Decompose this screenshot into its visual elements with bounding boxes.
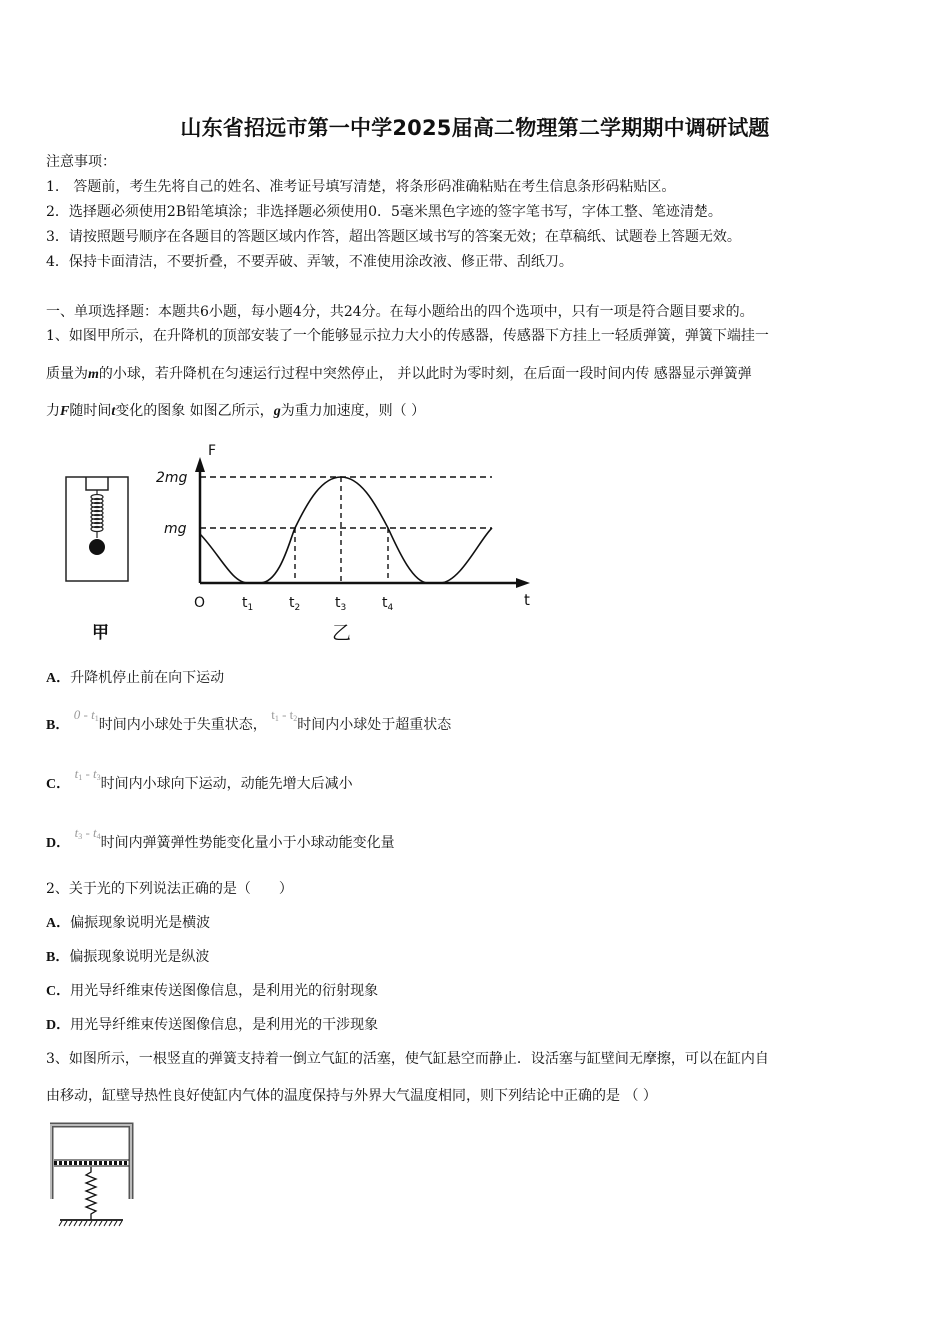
svg-text:t2: $t_2$: [289, 595, 301, 610]
q3-stem-line2: 由移动，缸壁导热性良好使缸内气体的温度保持与外界大气温度相同，则下列结论中正确的是 （ ）: [46, 1088, 657, 1104]
option-label: D．: [46, 836, 71, 851]
math-var: F: [60, 404, 70, 419]
cylinder-spring-figure: [50, 1122, 140, 1232]
figure-caption-yi: 乙: [332, 622, 352, 644]
notice-item: 1. 答题前，考生先将自己的姓名、准考证号填写清楚，将条形码准确粘贴在考生信息条形码粘贴区。: [46, 179, 676, 195]
math-text: t: [74, 766, 79, 781]
force-time-chart: [150, 435, 550, 610]
q2-option-c[interactable]: [46, 981, 378, 1002]
option-text: 偏振现象说明光是横波: [70, 915, 211, 931]
page-title: 山东省招远市第一中学2025届高二物理第二学期期中调研试题: [180, 116, 770, 140]
math-text: - t: [278, 707, 294, 722]
option-text: 时间内弹簧弹性势能变化量小于小球动能变化量: [100, 835, 395, 851]
math-interval: [75, 766, 101, 781]
option-text: 时间内小球处于超重状态: [297, 717, 452, 733]
math-text: - t: [82, 825, 97, 840]
option-label: B．: [46, 950, 70, 965]
notice-item: 3．请按照题号顺序在各题目的答题区域内作答，超出答题区域书写的答案无效；在草稿纸、试题卷上答题无效。: [46, 229, 741, 245]
math-sub: 3: [78, 832, 83, 841]
q1-option-a[interactable]: [46, 668, 224, 689]
math-sub: 4: [96, 832, 101, 841]
option-text: 用光导纤维束传送图像信息，是利用光的衍射现象: [70, 983, 379, 999]
math-sub: 2: [293, 714, 298, 723]
q3-stem-line1: 3、如图所示，一根竖直的弹簧支持着一倒立气缸的活塞，使气缸悬空而静止．设活塞与缸壁间无摩擦，可以在缸内自: [46, 1051, 769, 1067]
svg-text:t4: $t_4$: [382, 595, 394, 610]
option-label: C．: [46, 984, 71, 999]
section-heading: 一、单项选择题：本题共6小题，每小题4分，共24分。在每小题给出的四个选项中，只有一项是符合题目要求的。: [46, 304, 754, 320]
q2-option-a[interactable]: [46, 913, 210, 934]
text: 力: [46, 403, 60, 419]
option-text: 用光导纤维束传送图像信息，是利用光的干涉现象: [70, 1017, 379, 1033]
math-interval: [75, 825, 101, 840]
q1-stem-line2: [46, 364, 752, 385]
q2-option-d[interactable]: [46, 1015, 378, 1036]
math-var: t: [111, 404, 116, 419]
option-text: 偏振现象说明光是纵波: [69, 949, 210, 965]
math-sub: 1: [94, 714, 99, 723]
figure-caption-jia: 甲: [92, 623, 109, 643]
math-text: t: [271, 707, 275, 722]
math-text: - t: [82, 766, 97, 781]
elevator-spring-figure: [60, 470, 140, 588]
option-label: A．: [46, 916, 71, 931]
q1-stem-line3: [46, 401, 425, 422]
math-interval: [74, 707, 99, 722]
option-label: B．: [46, 718, 70, 733]
svg-text:mg: mg: [164, 521, 187, 537]
svg-text:t1: $t_1$: [242, 595, 254, 610]
notice-heading: 注意事项：: [46, 154, 116, 170]
q1-option-d[interactable]: [46, 825, 395, 857]
math-text: 0 - t: [73, 707, 95, 722]
option-label: A．: [46, 671, 71, 686]
math-sub: 3: [96, 773, 101, 782]
option-text: 时间内小球处于失重状态，: [98, 717, 267, 733]
text: 变化的图象 如图乙所示，: [115, 403, 274, 419]
text: 随时间: [69, 403, 112, 419]
math-sub: 1: [78, 773, 83, 782]
option-text: 时间内小球向下运动，动能先增大后减小: [100, 776, 353, 792]
option-text: 升降机停止前在向下运动: [70, 670, 225, 686]
option-label: C．: [46, 777, 71, 792]
q2-stem: 2、关于光的下列说法正确的是（ ）: [46, 881, 293, 897]
text: 的小球，若升降机在匀速运行过程中突然停止， 并以此时为零时刻，在后面一段时间内传 感器显示弹簧弹: [98, 366, 752, 382]
svg-text:t: t: [524, 591, 530, 609]
text: 为重力加速度，则（ ）: [280, 403, 426, 419]
text: 质量为: [46, 366, 88, 382]
notice-item: 2．选择题必须使用2B铅笔填涂；非选择题必须使用0．5毫米黑色字迹的签字笔书写，字体工整、笔迹清楚。: [46, 204, 722, 220]
math-sub: 1: [274, 714, 279, 723]
svg-text:O: O: [194, 595, 206, 610]
svg-text:2mg: 2mg: [156, 470, 188, 486]
q1-option-c[interactable]: [46, 766, 353, 798]
math-text: t: [74, 825, 79, 840]
svg-text:F: F: [208, 443, 217, 459]
math-var: m: [88, 367, 99, 382]
math-interval: [271, 707, 297, 722]
q1-stem-line1: 1、如图甲所示，在升降机的顶部安装了一个能够显示拉力大小的传感器，传感器下方挂上一轻质弹簧，弹簧下端挂一: [46, 328, 769, 344]
q1-option-b[interactable]: [46, 707, 452, 739]
notice-item: 4．保持卡面清洁，不要折叠，不要弄破、弄皱，不准使用涂改液、修正带、刮纸刀。: [46, 254, 573, 270]
option-label: D．: [46, 1018, 71, 1033]
svg-text:t3: $t_3$: [335, 595, 347, 610]
math-var: g: [273, 404, 281, 419]
q2-option-b[interactable]: [46, 947, 209, 968]
